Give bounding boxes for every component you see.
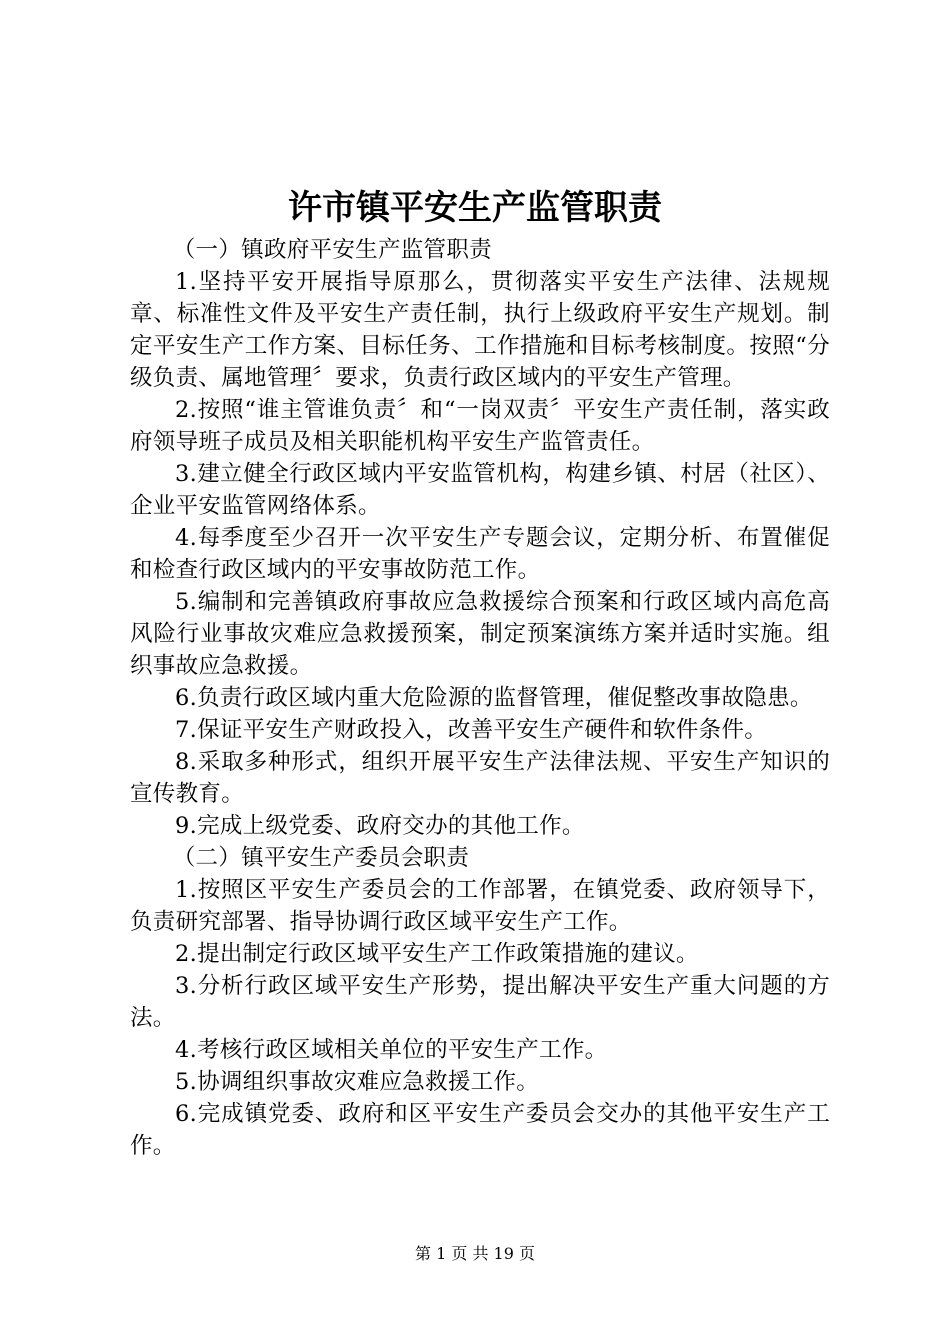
- paragraph: 2.提出制定行政区域平安生产工作政策措施的建议。: [175, 941, 699, 967]
- paragraph: 1.按照区平安生产委员会的工作部署，在镇党委、政府领导下，负责研究部署、指导协调行政区域平安生产工作。: [130, 877, 830, 935]
- paragraph: 6.完成镇党委、政府和区平安生产委员会交办的其他平安生产工作。: [130, 1101, 830, 1159]
- document-title: 许市镇平安生产监管职责: [288, 188, 662, 228]
- paragraph: 5.编制和完善镇政府事故应急救援综合预案和行政区域内高危高风险行业事故灾难应急救援预案，制定预案演练方案并适时实施。组织事故应急救援。: [130, 589, 830, 679]
- paragraph: 6.负责行政区域内重大危险源的监督管理，催促整改事故隐患。: [175, 685, 813, 711]
- section-heading: （二）镇平安生产委员会职责: [172, 845, 470, 871]
- paragraph: 4.每季度至少召开一次平安生产专题会议，定期分析、布置催促和检查行政区域内的平安事故防范工作。: [130, 525, 830, 583]
- paragraph: 9.完成上级党委、政府交办的其他工作。: [175, 813, 585, 839]
- section-heading: （一）镇政府平安生产监管职责: [172, 237, 492, 263]
- paragraph: 3.分析行政区域平安生产形势，提出解决平安生产重大问题的方法。: [130, 973, 830, 1031]
- paragraph: 5.协调组织事故灾难应急救援工作。: [175, 1069, 540, 1095]
- document-body: [130, 234, 830, 1162]
- paragraph: 2.按照“谁主管谁负责〞和“一岗双责〞平安生产责任制，落实政府领导班子成员及相关职能机构平安生产监管责任。: [130, 397, 830, 455]
- paragraph: 1.坚持平安开展指导原那么，贯彻落实平安生产法律、法规规章、标准性文件及平安生产责任制，执行上级政府平安生产规划。制定平安生产工作方案、目标任务、工作措施和目标考核制度。按照“分级负责、属地管理〞要求，负责行政区域内的平安生产管理。: [130, 269, 830, 391]
- paragraph: 7.保证平安生产财政投入，改善平安生产硬件和软件条件。: [175, 717, 768, 743]
- page-number: 第 1 页 共 19 页: [415, 1244, 535, 1263]
- paragraph: 8.采取多种形式，组织开展平安生产法律法规、平安生产知识的宣传教育。: [130, 749, 830, 807]
- paragraph: 3.建立健全行政区域内平安监管机构，构建乡镇、村居（社区）、企业平安监管网络体系。: [130, 461, 830, 519]
- paragraph: 4.考核行政区域相关单位的平安生产工作。: [175, 1037, 608, 1063]
